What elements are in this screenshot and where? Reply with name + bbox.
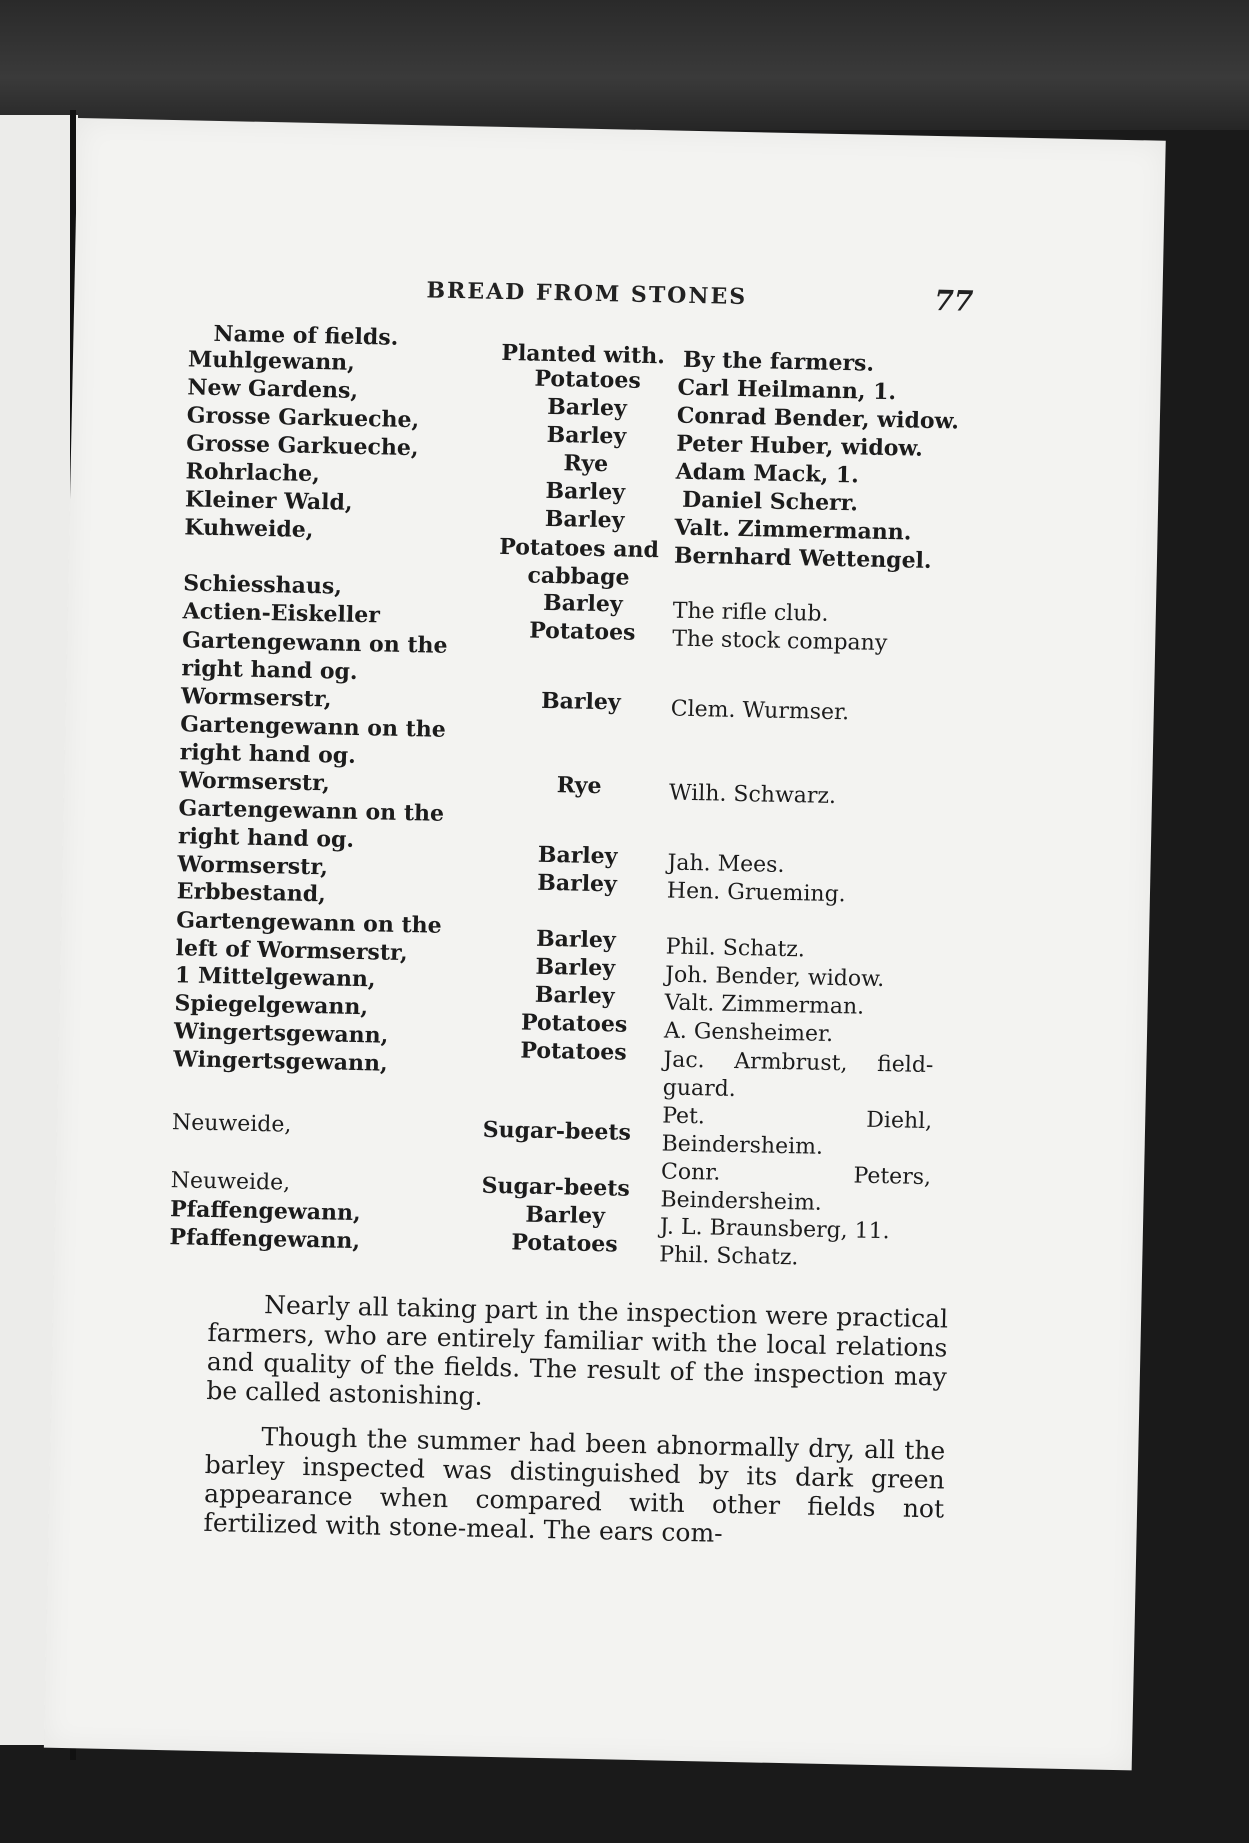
- farmer-name: Carl Heilmann, 1.: [677, 374, 897, 406]
- farmer-name: Jac. Armbrust, field-guard.: [662, 1047, 934, 1102]
- field-name: Rohrlache,: [185, 458, 321, 488]
- body-paragraph: Nearly all taking part in the inspection were practical farmers, who are entirely familiar with the local relations and quality of the fields. The result of the inspection may be called astonishing.: [206, 1290, 949, 1411]
- field-name: Wingertsgewann,: [173, 1018, 389, 1049]
- farmer-name: Daniel Scherr.: [681, 486, 859, 517]
- crop-name: Rye: [556, 772, 602, 800]
- field-name: Neuweide,: [171, 1110, 292, 1138]
- crop-name: Barley: [537, 841, 618, 870]
- farmer-name: Pet. Diehl, Beindersheim.: [661, 1103, 933, 1160]
- field-name: Gartengewann on the left of Wormserstr,: [175, 907, 442, 967]
- crop-name: Potatoes: [528, 617, 636, 646]
- crop-name: Barley: [537, 869, 618, 898]
- field-name: Grosse Garkueche,: [185, 430, 419, 462]
- crop-name: Barley: [540, 687, 621, 716]
- field-name: Schiesshaus,: [183, 570, 343, 600]
- book-page: [44, 118, 1166, 1770]
- field-name: Neuweide,: [170, 1168, 291, 1196]
- crop-name: Barley: [535, 925, 616, 954]
- crop-name: Sugar-beets: [481, 1172, 631, 1202]
- crop-name: Barley: [534, 981, 615, 1010]
- field-name: Spiegelgewann,: [174, 990, 369, 1021]
- field-name: New Gardens,: [187, 374, 359, 404]
- farmer-name: Adam Mack, 1.: [675, 458, 860, 489]
- column-header-crop: Planted with.: [501, 339, 666, 370]
- farmer-name: Jah. Mees.: [667, 850, 785, 878]
- field-name: Gartengewann on the right hand og. Wormserstr,: [178, 711, 447, 797]
- crop-name: Barley: [545, 477, 626, 506]
- crop-name: Barley: [546, 421, 627, 450]
- crop-name: Barley: [544, 505, 625, 534]
- farmer-name: Phil. Schatz.: [665, 934, 806, 963]
- farmer-name: Joh. Bender, widow.: [664, 962, 885, 993]
- farmer-name: Bernhard Wettengel.: [673, 542, 932, 574]
- crop-name: Barley: [525, 1201, 606, 1230]
- farmer-name: Peter Huber, widow.: [676, 430, 924, 462]
- page-number: 77: [934, 283, 974, 318]
- field-name: Grosse Garkueche,: [186, 402, 420, 434]
- farmer-name: Phil. Schatz.: [659, 1242, 799, 1271]
- scan-background-top: [0, 0, 1249, 130]
- farmer-name: Valt. Zimmermann.: [674, 514, 912, 546]
- body-paragraph: Though the summer had been abnormally dry, all the barley inspected was distinguished by its dark green appearance when compared with other fields not fertilized with stone-meal. The ears com-: [203, 1422, 946, 1548]
- crop-name: Potatoes: [520, 1009, 628, 1038]
- crop-name: Potatoes and cabbage: [499, 533, 660, 591]
- crop-name: Barley: [535, 953, 616, 982]
- column-header-farmer: By the farmers.: [682, 346, 875, 377]
- running-title: BREAD FROM STONES: [426, 277, 748, 311]
- column-header-field: Name of fields.: [213, 320, 399, 351]
- field-name: Kleiner Wald,: [184, 486, 353, 516]
- crop-name: Potatoes: [520, 1037, 627, 1066]
- field-name: Kuhweide,: [184, 514, 314, 544]
- crop-name: Sugar-beets: [482, 1116, 632, 1146]
- field-name: Actien-Eiskeller: [182, 598, 381, 629]
- field-name: Gartengewann on the right hand og. Wormserstr,: [180, 627, 448, 713]
- field-name: Wingertsgewann,: [173, 1046, 388, 1077]
- farmer-name: The rifle club.: [672, 598, 829, 627]
- farmer-name: Valt. Zimmerman.: [664, 990, 865, 1020]
- farmer-name: The stock company: [671, 626, 888, 657]
- farmer-name: Hen. Grueming.: [666, 878, 846, 908]
- crop-name: Potatoes: [534, 365, 642, 394]
- field-name: Pfaffengewann,: [169, 1196, 361, 1227]
- crop-name: Barley: [542, 589, 623, 618]
- farmer-name: Conrad Bender, widow.: [676, 402, 960, 435]
- field-name: Pfaffengewann,: [169, 1224, 361, 1255]
- farmer-name: Clem. Wurmser.: [670, 696, 850, 726]
- crop-name: Barley: [546, 393, 628, 422]
- crop-name: Rye: [563, 450, 609, 478]
- crop-name: Potatoes: [511, 1229, 618, 1258]
- field-name: 1 Mittelgewann,: [174, 962, 376, 993]
- field-name: Erbbestand,: [176, 878, 327, 908]
- field-name: Muhlgewann,: [187, 346, 356, 376]
- farmer-name: A. Gensheimer.: [663, 1018, 834, 1048]
- field-name: Gartengewann on the right hand og. Wormserstr,: [177, 795, 445, 881]
- farmer-name: J. L. Braunsberg, 11.: [659, 1214, 890, 1245]
- farmer-name: Conr. Peters, Beindersheim.: [660, 1159, 932, 1216]
- farmer-name: Wilh. Schwarz.: [668, 780, 837, 810]
